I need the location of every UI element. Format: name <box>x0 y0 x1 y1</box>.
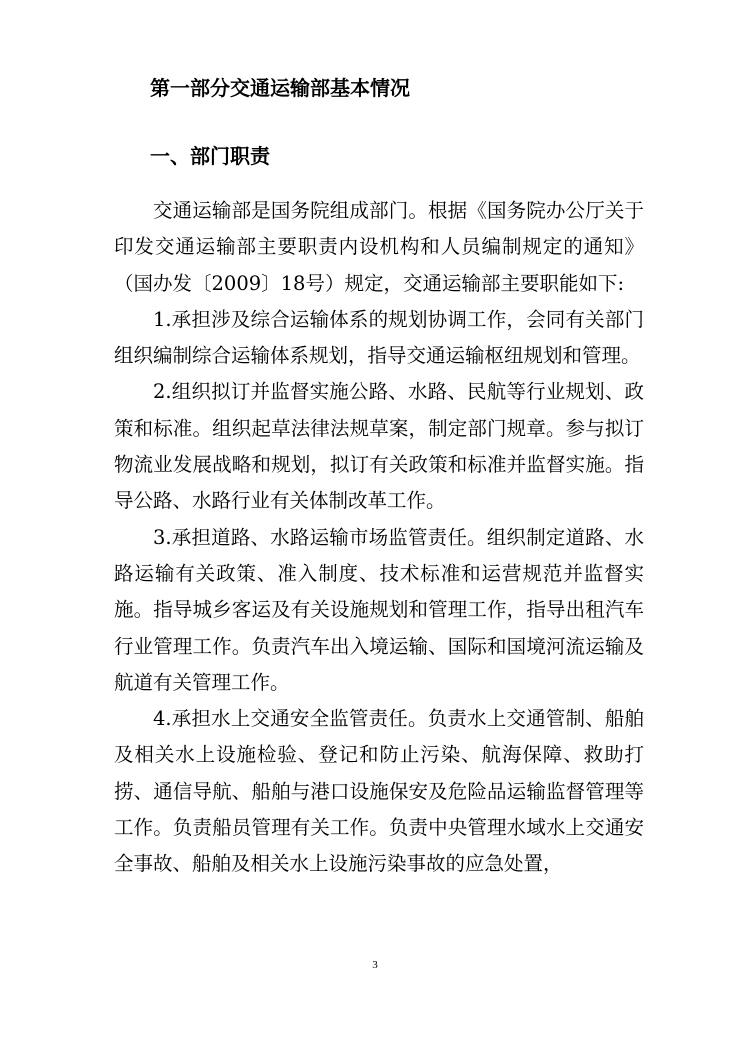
section-title: 一、部门职责 <box>150 144 270 168</box>
page-number: 3 <box>372 959 378 971</box>
paragraph-duty-3: 3.承担道路、水路运输市场监管责任。组织制定道路、水路运输有关政策、准入制度、技术标准和运营规范并监督实施。指导城乡客运及有关设施规划和管理工作，指导出租汽车行业管理工作。负责汽车出入境运输、国际和国境河流运输及航道有关管理工作。 <box>114 525 644 694</box>
paragraph-duty-4: 4.承担水上交通安全监管责任。负责水上交通管制、船舶及相关水上设施检验、登记和防止污染、航海保障、救助打捞、通信导航、船舶与港口设施保安及危险品运输监督管理等工作。负责船员管理有关工作。负责中央管理水域水上交通安全事故、船舶及相关水上设施污染事故的应急处置， <box>114 707 644 876</box>
paragraph-duty-2: 2.组织拟订并监督实施公路、水路、民航等行业规划、政策和标准。组织起草法律法规草案，制定部门规章。参与拟订物流业发展战略和规划，拟订有关政策和标准并监督实施。指导公路、水路行业有关体制改革工作。 <box>114 380 644 513</box>
paragraph-intro: 交通运输部是国务院组成部门。根据《国务院办公厅关于印发交通运输部主要职责内设机构和人员编制规定的通知》（国办发〔2009〕18号）规定，交通运输部主要职能如下: <box>114 199 644 295</box>
body-text <box>114 193 644 883</box>
paragraph-duty-1: 1.承担涉及综合运输体系的规划协调工作，会同有关部门组织编制综合运输体系规划，指导交通运输枢纽规划和管理。 <box>114 307 644 368</box>
part-title: 第一部分交通运输部基本情况 <box>150 76 410 100</box>
